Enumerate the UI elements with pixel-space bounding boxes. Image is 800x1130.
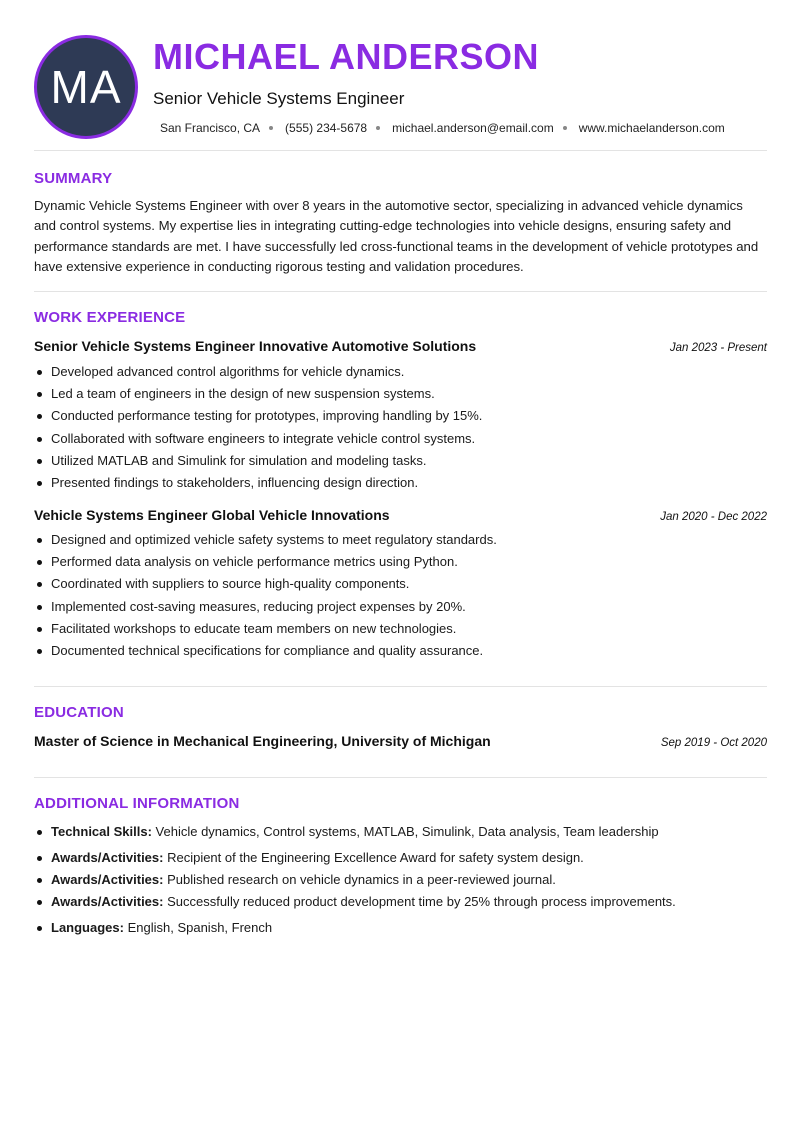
list-item: Presented findings to stakeholders, influencing design direction. (34, 474, 767, 496)
list-item: Coordinated with suppliers to source high-quality components. (34, 575, 767, 597)
job-title: Senior Vehicle Systems Engineer Innovative Automotive Solutions (34, 338, 477, 354)
degree: Master of Science in Mechanical Engineering, University of Michigan (34, 733, 491, 749)
list-item (34, 871, 767, 893)
item-text: Successfully reduced product development time by 25% through process improvements. (163, 894, 676, 909)
summary-heading: SUMMARY (34, 170, 113, 187)
list-item (34, 849, 767, 871)
list-item: Led a team of engineers in the design of new suspension systems. (34, 385, 767, 407)
list-item: Designed and optimized vehicle safety systems to meet regulatory standards. (34, 531, 767, 553)
list-item: Collaborated with software engineers to integrate vehicle control systems. (34, 430, 767, 452)
list-item: Facilitated workshops to educate team members on new technologies. (34, 620, 767, 642)
education-heading: EDUCATION (34, 704, 124, 721)
contact-bar (160, 121, 725, 135)
list-item: Developed advanced control algorithms for vehicle dynamics. (34, 363, 767, 385)
item-text: English, Spanish, French (123, 920, 273, 935)
list-item: Conducted performance testing for prototypes, improving handling by 15%. (34, 407, 767, 429)
list-item: Utilized MATLAB and Simulink for simulation and modeling tasks. (34, 452, 767, 474)
item-text: Published research on vehicle dynamics in a peer-reviewed journal. (163, 872, 556, 887)
item-label: Awards/Activities: (51, 850, 164, 865)
experience-heading: WORK EXPERIENCE (34, 309, 186, 326)
item-text: Vehicle dynamics, Control systems, MATLAB, Simulink, Data analysis, Team leadership (151, 824, 659, 839)
item-label: Languages: (51, 920, 124, 935)
item-text: Recipient of the Engineering Excellence Award for safety system design. (163, 850, 584, 865)
education-entry (34, 733, 767, 749)
list-item: Documented technical specifications for compliance and quality assurance. (34, 642, 767, 664)
job-title: Vehicle Systems Engineer Global Vehicle Innovations (34, 507, 390, 523)
contact-website[interactable]: www.michaelanderson.com (578, 121, 725, 135)
job-bullets (34, 363, 767, 496)
job-dates: Jan 2023 - Present (669, 342, 767, 354)
job-bullets (34, 531, 767, 664)
item-label: Technical Skills: (51, 824, 152, 839)
summary-text: Dynamic Vehicle Systems Engineer with over 8 years in the automotive sector, specializing in advanced vehicle dynamics and control systems. My expertise lies in integrating cutting-edge technologies into vehicle designs, ensuring safety and performance standards are met. I have successfully led cross-functional teams in the development of vehicle prototypes and have extensive experience in conducting rigorous testing and validation procedures. (34, 198, 759, 274)
candidate-name: MICHAEL ANDERSON (153, 36, 540, 77)
list-item (34, 893, 767, 919)
divider (34, 777, 767, 778)
separator-dot (269, 126, 273, 130)
separator-dot (563, 126, 567, 130)
job-header (34, 507, 767, 523)
avatar (34, 35, 138, 139)
job-header (34, 338, 767, 354)
contact-location: San Francisco, CA (160, 121, 261, 135)
item-label: Awards/Activities: (51, 894, 164, 909)
list-item: Implemented cost-saving measures, reducing project expenses by 20%. (34, 598, 767, 620)
additional-list (34, 823, 767, 941)
additional-heading: ADDITIONAL INFORMATION (34, 795, 240, 812)
headline: Senior Vehicle Systems Engineer (153, 89, 405, 108)
job-dates: Jan 2020 - Dec 2022 (660, 511, 767, 523)
list-item: Performed data analysis on vehicle performance metrics using Python. (34, 553, 767, 575)
item-label: Awards/Activities: (51, 872, 164, 887)
list-item (34, 823, 767, 849)
contact-phone: (555) 234-5678 (285, 121, 368, 135)
divider (34, 291, 767, 292)
avatar-initials: MA (50, 61, 122, 113)
divider (34, 686, 767, 687)
education-dates: Sep 2019 - Oct 2020 (660, 737, 767, 749)
contact-email[interactable]: michael.anderson@email.com (392, 121, 554, 135)
list-item (34, 919, 767, 941)
divider (34, 150, 767, 151)
separator-dot (376, 126, 380, 130)
